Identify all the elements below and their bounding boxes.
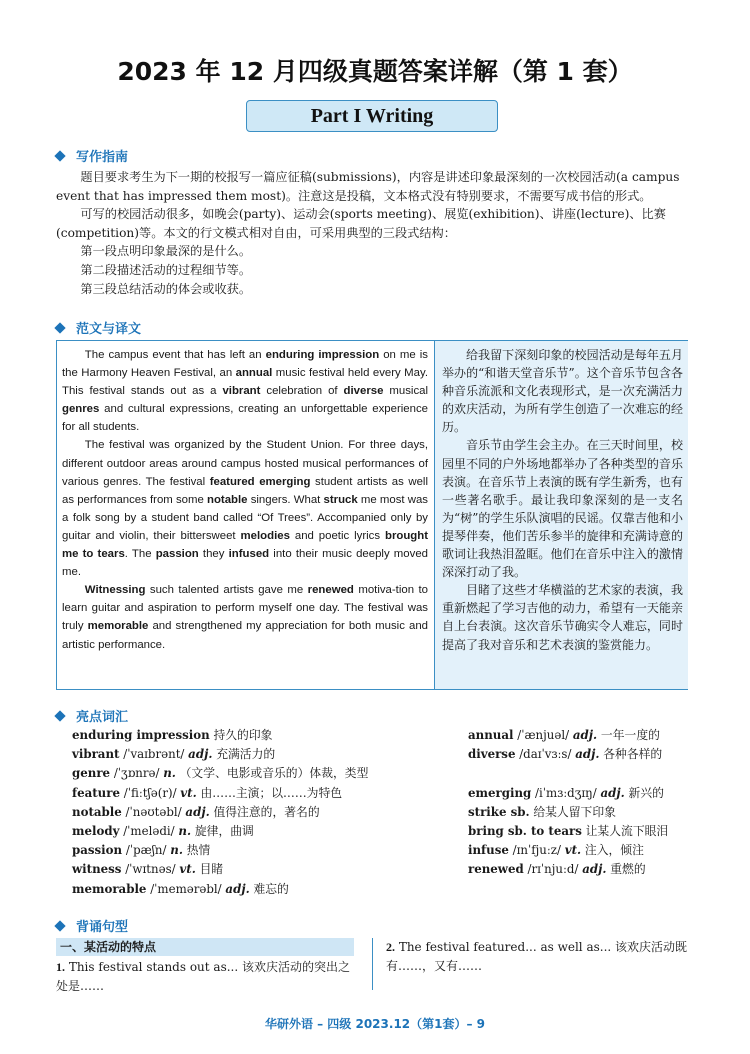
essay-cn-paragraph: 给我留下深刻印象的校园活动是每年五月举办的“和谐天堂音乐节”。这个音乐节包含各种音乐流派和文化表现形式，是一次充满活力的欢庆活动，为所有学生创造了一次难忘的经历。 xyxy=(442,348,683,435)
guide-paragraph: 题目要求考生为下一期的校报写一篇应征稿(submissions)，内容是讲述印象最深刻的一次校园活动(a campus event that has impressed them most)。注意这是投稿，文本格式没有特别要求，不需要写成书信的形式。 xyxy=(56,170,680,203)
vocab-item xyxy=(72,764,432,783)
vocab-definition: 让某人流下眼泪 xyxy=(585,823,669,838)
essay-text: The campus event that has left an xyxy=(84,349,266,361)
essay-text: The festival was organized by the Student Union. For three days, different outdoor areas around campus hosted musical performances of various genres. The festival xyxy=(62,439,428,488)
vocab-definition: 充满活力的 xyxy=(216,747,276,762)
vocab-pos: adj. xyxy=(188,747,213,762)
highlight-word: renewed xyxy=(307,584,354,597)
section-sentences-heading: 背诵句型 xyxy=(56,916,128,935)
vocab-item xyxy=(72,803,432,822)
vocab-word: enduring impression xyxy=(72,728,210,742)
diamond-bullet-icon xyxy=(54,920,65,931)
vocab-item xyxy=(468,764,708,783)
essay-text: music festival held every May. This festival stands out as a xyxy=(62,367,428,398)
section-essay-heading: 范文与译文 xyxy=(56,318,141,337)
vocab-item xyxy=(468,803,708,822)
part-label: Part I Writing xyxy=(246,100,498,132)
sample-essay-box xyxy=(56,340,688,690)
vocab-word: genre xyxy=(72,766,111,781)
vocab-phonetic: /ˈmemərəbl/ xyxy=(150,881,222,896)
vocab-pos: adj. xyxy=(582,862,607,877)
highlight-word: brought me to tears xyxy=(62,529,429,561)
essay-cn-paragraph: 目睹了这些才华横溢的艺术家的表演，我重新燃起了学习吉他的动力，希望有一天能亲自上台表演。这次音乐节确实令人难忘，同时提高了我对音乐和艺术表演的鉴赏能力。 xyxy=(442,583,683,652)
guide-step: 第三段总结活动的体会或收获。 xyxy=(80,281,252,296)
essay-cn-paragraph: 音乐节由学生会主办。在三天时间里，校园里不同的户外场地都举办了各种类型的音乐表演。在音乐节上表演的既有学生新秀，也有一些著名歌手。最让我印象深刻的是一支名为“树”的学生乐队演唱的民谣。仅靠吉他和小提琴伴奏，他们苦乐参半的旋律和充满诗意的歌词让我热泪盈眶。他们在音乐中注入的激情深深打动了我。 xyxy=(442,438,683,580)
vocab-item xyxy=(468,745,708,764)
highlight-word: memorable xyxy=(87,620,149,633)
vocab-pos: n. xyxy=(178,823,192,838)
essay-en-paragraph xyxy=(62,581,428,653)
vocab-definition: 值得注意的，著名的 xyxy=(213,804,320,819)
vocab-item xyxy=(72,841,432,860)
page-title: 2023 年 12 月四级真题答案详解（第 1 套） xyxy=(117,57,633,86)
vocab-phonetic: /ˈpæʃn/ xyxy=(125,843,167,858)
essay-en-paragraph xyxy=(62,436,428,581)
guide-paragraph: 可写的校园活动很多，如晚会(party)、运动会(sports meeting)、展览(exhibition)、讲座(lecture)、比赛(competition)等。本文的行文模式相对自由，可采用典型的三段式结构： xyxy=(56,207,666,240)
vocab-item xyxy=(72,860,432,879)
writing-guide xyxy=(56,168,694,298)
vocab-word: witness xyxy=(72,862,122,877)
vocab-definition: 重燃的 xyxy=(610,862,646,877)
vocab-pos: vt. xyxy=(180,785,197,800)
highlight-word: diverse xyxy=(343,385,384,398)
vocab-phonetic: /ˈvaɪbrənt/ xyxy=(123,747,185,762)
vocab-definition: 旋律，曲调 xyxy=(194,823,254,838)
vocab-word: annual xyxy=(468,728,514,742)
vocab-word: melody xyxy=(72,823,120,838)
essay-text: they xyxy=(198,548,229,561)
vocab-word: strike sb. xyxy=(468,804,530,819)
essay-text: student artists as well as performances from some xyxy=(62,475,428,506)
vocab-word: bring sb. to tears xyxy=(468,823,582,838)
essay-text: musical xyxy=(383,385,429,398)
vocab-pos: adj. xyxy=(225,881,250,896)
vocab-pos: n. xyxy=(163,766,176,781)
vocab-word: diverse xyxy=(468,747,516,762)
sentence-category: 一、某活动的特点 xyxy=(56,938,354,956)
highlight-word: passion xyxy=(155,548,199,561)
vocab-word: memorable xyxy=(72,881,147,896)
essay-en-paragraph xyxy=(62,346,428,436)
essay-text: into their music deeply moved me. xyxy=(62,548,428,579)
vocab-item xyxy=(468,784,708,803)
vocab-definition: 新兴的 xyxy=(628,785,664,800)
vocab-definition: 由……主演；以……为特色 xyxy=(200,785,343,800)
vocab-definition: 目睹 xyxy=(199,862,224,877)
page-footer: 华研外语 – 四级 2023.12（第1套）– 9 xyxy=(264,1017,486,1031)
vocab-phonetic: /daɪˈvɜːs/ xyxy=(519,747,572,762)
essay-english xyxy=(62,346,428,654)
diamond-bullet-icon xyxy=(54,150,65,161)
vocab-item xyxy=(72,745,432,764)
vocab-list-left xyxy=(72,726,432,899)
vocab-word: vibrant xyxy=(72,747,120,762)
vocab-word: infuse xyxy=(468,843,509,858)
vocab-item xyxy=(468,726,708,745)
highlight-word: vibrant xyxy=(222,385,261,398)
vocab-word: notable xyxy=(72,804,122,819)
vocab-item xyxy=(72,822,432,841)
essay-text: on me is the Harmony Heaven Festival, an xyxy=(62,349,428,380)
highlight-word: struck xyxy=(323,493,358,506)
essay-chinese xyxy=(434,341,688,689)
highlight-word: featured xyxy=(209,475,255,488)
vocab-item xyxy=(72,880,432,899)
vocab-phonetic: /rɪˈnjuːd/ xyxy=(527,862,579,877)
column-divider xyxy=(372,938,373,990)
section-guide-heading: 写作指南 xyxy=(56,146,128,165)
highlight-word: annual xyxy=(235,367,273,380)
essay-text: me most was a folk song by a student band called “Of Trees”. Accompanied only by guitar and violin, their bittersweet xyxy=(62,493,428,542)
vocab-phonetic: /iˈmɜːdʒɪŋ/ xyxy=(535,785,597,800)
vocab-word: feature xyxy=(72,785,120,800)
vocab-pos: adj. xyxy=(575,747,600,762)
highlight-word: melodies xyxy=(240,529,290,542)
vocab-item xyxy=(468,860,708,879)
vocab-item xyxy=(468,841,708,860)
vocab-word: passion xyxy=(72,843,123,858)
highlight-word: emerging xyxy=(259,475,311,488)
essay-text: celebration of xyxy=(260,385,344,398)
vocab-item xyxy=(468,822,708,841)
guide-step: 第二段描述活动的过程细节等。 xyxy=(80,262,252,277)
essay-text: motiva-tion to learn guitar and aspiration to perform myself one day. The festival was truly xyxy=(62,584,428,633)
essay-text: . The xyxy=(124,548,156,561)
vocab-pos: adj. xyxy=(572,728,598,742)
vocab-phonetic: /ˈmelədi/ xyxy=(123,823,175,838)
essay-text: and poetic lyrics xyxy=(289,529,385,542)
sentence-pattern: 2. The festival featured... as well as... 该欢庆活动既有……，又有…… xyxy=(386,940,688,973)
vocab-phonetic: /ˈfiːtʃə(r)/ xyxy=(123,785,177,800)
essay-text: and strengthened my appreciation for both music and artistic performance. xyxy=(62,620,428,651)
guide-step: 第一段点明印象最深的是什么。 xyxy=(80,244,252,259)
vocab-definition: 一年一度的 xyxy=(600,728,660,742)
vocab-definition: 各种各样的 xyxy=(603,747,663,762)
vocab-word: renewed xyxy=(468,862,524,877)
essay-text: singers. What xyxy=(247,493,324,506)
highlight-word: notable xyxy=(207,493,248,506)
vocab-definition: 难忘的 xyxy=(253,881,289,896)
vocab-definition: 持久的印象 xyxy=(213,728,273,742)
section-vocab-heading: 亮点词汇 xyxy=(56,706,128,725)
vocab-phonetic: /ˈænjuəl/ xyxy=(517,728,570,742)
vocab-phonetic: /ˈʒɒnrə/ xyxy=(113,766,160,781)
highlight-word: enduring impression xyxy=(265,349,380,361)
vocab-pos: vt. xyxy=(179,862,196,877)
highlight-word: infused xyxy=(228,548,270,561)
vocab-pos: vt. xyxy=(564,843,582,858)
diamond-bullet-icon xyxy=(54,710,65,721)
vocab-definition: 给某人留下印象 xyxy=(533,804,616,819)
vocab-phonetic: /ˈwɪtnəs/ xyxy=(125,862,176,877)
sentence-pattern: 1. This festival stands out as... 该欢庆活动的突出之处是…… xyxy=(56,960,350,993)
vocab-list-right xyxy=(468,726,708,880)
vocab-item xyxy=(72,784,432,803)
essay-text: such talented artists gave me xyxy=(145,584,308,597)
diamond-bullet-icon xyxy=(54,322,65,333)
vocab-word: emerging xyxy=(468,785,532,800)
vocab-phonetic: /ɪnˈfjuːz/ xyxy=(512,843,561,858)
vocab-definition: 注入，倾注 xyxy=(584,843,644,858)
vocab-pos: n. xyxy=(170,843,183,858)
vocab-item xyxy=(72,726,432,745)
vocab-phonetic: /ˈnəʊtəbl/ xyxy=(125,804,182,819)
vocab-pos: adj. xyxy=(185,804,210,819)
highlight-word: Witnessing xyxy=(84,584,146,597)
essay-text: and cultural expressions, creating an unforgettable experience for all students. xyxy=(62,403,428,434)
highlight-word: genres xyxy=(62,403,100,416)
vocab-pos: adj. xyxy=(600,785,625,800)
vocab-definition: 热情 xyxy=(186,843,211,858)
vocab-definition: （文学、电影或音乐的）体裁，类型 xyxy=(179,766,369,781)
